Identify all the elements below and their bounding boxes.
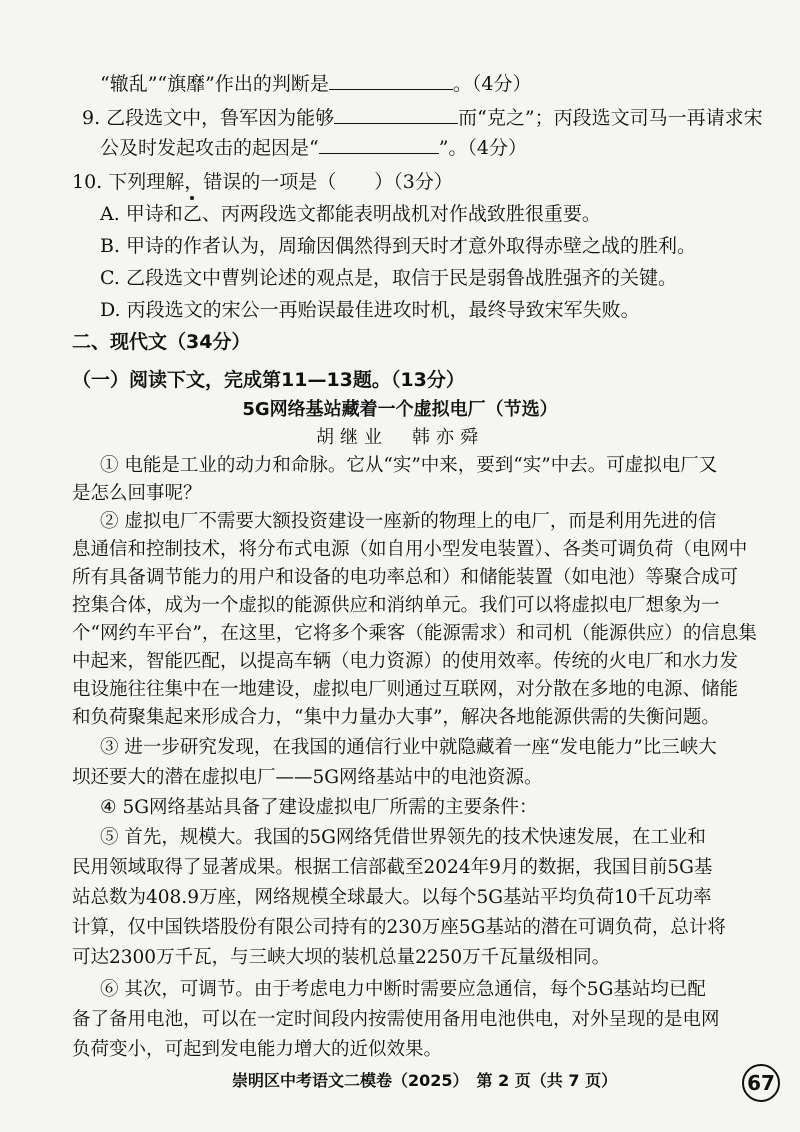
article-line: 个“网约车平台”，在这里，它将多个乘客（能源需求）和司机（能源供应）的信息集 <box>72 623 757 644</box>
article-line: 电设施往往集中在一地建设，虚拟电厂则通过互联网，对分散在多地的电源、储能 <box>72 679 739 700</box>
question-10-stem: 10. 下列理解，错误的一项是（ ）（3分） <box>72 171 453 193</box>
option-a <box>100 200 601 228</box>
article-line: 备了备用电池，可以在一定时间段内按需使用备用电池供电，对外呈现的是电网 <box>72 1009 720 1030</box>
article-line: 所有具备调节能力的用户和设备的电功率总和）和储能装置（如电池）等聚合成可 <box>72 567 739 588</box>
question-text: 而“克之”；丙段选文司马一再请求宋 <box>458 107 763 129</box>
article-line: 计算，仅中国铁塔股份有限公司持有的230万座5G基站的潜在可调负荷，总计将 <box>72 917 726 938</box>
answer-blank <box>329 71 453 90</box>
question-score: 。（4分） <box>452 73 532 95</box>
question-9-line-2 <box>100 134 527 162</box>
article-line: 和负荷聚集起来形成合力，“集中力量办大事”，解决各地能源供需的失衡问题。 <box>72 707 720 728</box>
question-text: “辙乱”“旗靡”作出的判断是 <box>100 73 329 95</box>
question-score: ”。（4分） <box>438 137 528 159</box>
article-line: ⑥ 其次，可调节。由于考虑电力中断时需要应急通信，每个5G基站均已配 <box>100 979 706 1000</box>
page-footer: 崇明区中考语文二模卷（2025） 第 2 页（共 7 页） <box>232 1071 618 1090</box>
question-text: 公及时发起攻击的起因是“ <box>100 137 319 159</box>
article-line: ② 虚拟电厂不需要大额投资建设一座新的物理上的电厂，而是利用先进的信 <box>100 511 717 532</box>
article-authors: 胡继业 韩亦舜 <box>316 427 484 448</box>
question-8-tail <box>100 70 531 98</box>
answer-blank <box>334 105 458 124</box>
option-text: 、丙两段选文都能表明战机对作战致胜很重要。 <box>201 203 601 225</box>
sub-section-heading: （一）阅读下文，完成第11—13题。（13分） <box>72 369 465 391</box>
article-line: ① 电能是工业的动力和命脉。它从“实”中来，要到“实”中去。可虚拟电厂又 <box>100 455 718 476</box>
emphasis-dot-char: 乙 <box>183 200 202 228</box>
article-line: 中起来，智能匹配，以提高车辆（电力资源）的使用效率。传统的火电厂和水力发 <box>72 651 739 672</box>
option-d: D. 丙段选文的宋公一再贻误最佳进攻时机，最终导致宋军失败。 <box>100 299 640 321</box>
option-c: C. 乙段选文中曹刿论述的观点是，取信于民是弱鲁战胜强齐的关键。 <box>100 267 677 289</box>
article-line: 民用领域取得了显著成果。根据工信部截至2024年9月的数据，我国目前5G基 <box>72 857 713 878</box>
page-badge: 67 <box>742 1064 780 1102</box>
article-line: 坝还要大的潜在虚拟电厂——5G网络基站中的电池资源。 <box>72 767 543 788</box>
article-line: 站总数为408.9万座，网络规模全球最大。以每个5G基站平均负荷10千瓦功率 <box>72 887 712 908</box>
article-line: 息通信和控制技术，将分布式电源（如自用小型发电装置）、各类可调负荷（电网中 <box>72 539 748 560</box>
section-heading: 二、现代文（34分） <box>72 331 251 353</box>
article-title: 5G网络基站藏着一个虚拟电厂（节选） <box>242 399 558 420</box>
article-line: ⑤ 首先，规模大。我国的5G网络凭借世界领先的技术快速发展，在工业和 <box>100 827 706 848</box>
article-line: ③ 进一步研究发现，在我国的通信行业中就隐藏着一座“发电能力”比三峡大 <box>100 737 717 758</box>
answer-blank <box>319 135 439 154</box>
article-line: 是怎么回事呢？ <box>72 483 202 504</box>
article-line: 控集合体，成为一个虚拟的能源供应和消纳单元。我们可以将虚拟电厂想象为一 <box>72 595 720 616</box>
article-line: 负荷变小，可起到发电能力增大的近似效果。 <box>72 1039 443 1060</box>
option-text: A. 甲诗和 <box>100 203 183 225</box>
question-9-line-1 <box>82 104 763 132</box>
question-text: 9. 乙段选文中，鲁军因为能够 <box>82 107 335 129</box>
article-line: ④ 5G网络基站具备了建设虚拟电厂所需的主要条件： <box>100 797 538 818</box>
article-line: 可达2300万千瓦，与三峡大坝的装机总量2250万千瓦量级相同。 <box>72 947 611 968</box>
option-b: B. 甲诗的作者认为，周瑜因偶然得到天时才意外取得赤壁之战的胜利。 <box>100 235 697 257</box>
